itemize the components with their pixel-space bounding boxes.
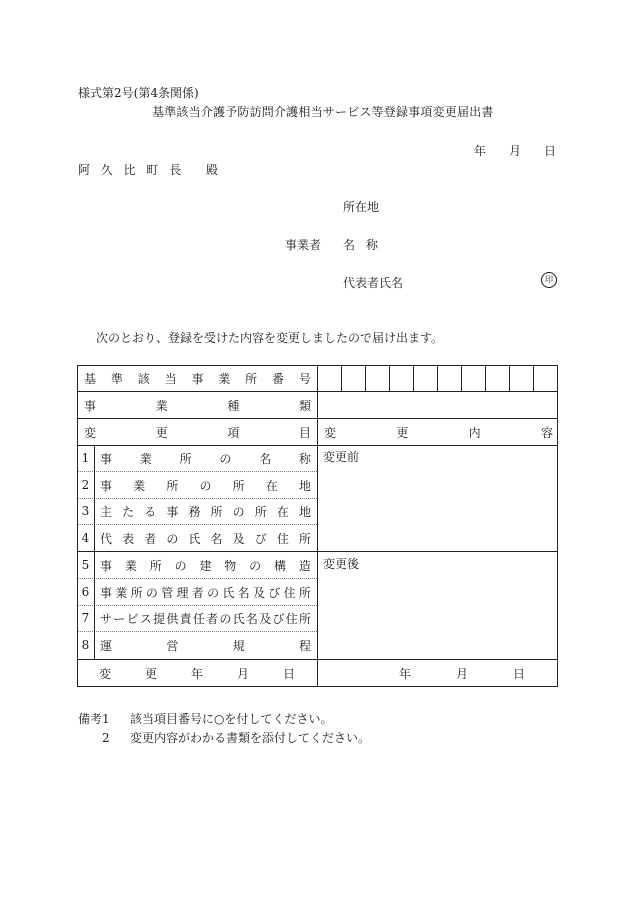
label-char: 造 [298,558,311,573]
label-char: 容 [540,425,553,440]
label-char: 任 [192,611,205,626]
label-char: 者 [206,611,219,626]
label-char: 番 [272,371,285,386]
label-char: の [207,585,220,600]
label-char: 日 [282,666,295,681]
name-char: 名 [343,238,356,252]
label-char: 在 [265,478,278,493]
label-char: び [268,585,281,600]
item-number: 3 [81,504,90,518]
label-char: 住 [285,611,298,626]
label-char: 氏 [232,611,245,626]
note-number: 2 [102,731,110,745]
label-char: の [145,585,158,600]
label-char: 該 [137,371,150,386]
change-date-label [99,660,295,686]
addressee-char: 久 [100,163,113,177]
label-char: 所 [179,451,192,466]
after-label: 変更後 [323,557,360,571]
label-char: 業 [155,398,168,413]
label-char: 管 [161,585,174,600]
label-char: 者 [191,585,204,600]
label-char: 内 [468,425,481,440]
item-number: 8 [81,638,90,652]
label-char: 年 [190,666,203,681]
item-number: 2 [81,478,90,492]
item-number: 6 [81,585,90,599]
item-label [100,552,311,578]
label-char: 準 [110,371,123,386]
office-number-label [84,365,311,391]
addressee-char: 町 [146,163,159,177]
label-char: の [219,451,232,466]
label-char: 所 [130,585,143,600]
label-char: 所 [298,531,311,546]
seal-mark: 印 [541,272,557,288]
addressee [78,161,218,178]
label-char: 類 [298,398,311,413]
label-char: 月 [236,666,249,681]
month-label: 月 [455,666,468,681]
label-char: 業 [115,585,128,600]
label-char: 地 [298,504,311,519]
location-label: 所在地 [343,200,380,214]
label-char: 業 [124,558,137,573]
label-char: 住 [283,585,296,600]
label-char: 更 [144,666,157,681]
year-label: 年 [474,144,487,158]
label-char: 理 [176,585,189,600]
label-char: 事 [100,585,113,600]
label-char: 項 [227,425,240,440]
form-number-label: 様式第2号(第4条関係) [78,86,199,100]
month-label: 月 [508,144,521,158]
item-label [100,445,311,471]
label-char: 責 [179,611,192,626]
label-char: 所 [298,611,311,626]
label-char: 氏 [222,585,235,600]
label-char: 所 [166,478,179,493]
item-number: 1 [81,451,90,465]
label-char: の [174,558,187,573]
addressee-char: 比 [123,163,136,177]
label-char: 名 [245,611,258,626]
label-char: 事 [100,478,113,493]
label-char: 変 [99,666,112,681]
business-name-label [343,236,378,253]
label-char: 事 [84,398,97,413]
label-char: 運 [100,638,113,653]
label-char: 所 [254,504,267,519]
label-char: び [272,611,285,626]
label-char: の [199,478,212,493]
label-char: 事 [191,371,204,386]
label-char: 名 [259,451,272,466]
label-char: 及 [232,531,245,546]
change-form-table [77,365,557,687]
label-char: 号 [298,371,311,386]
note-heading: 備考1 [78,712,110,726]
label-char: 変 [324,425,337,440]
label-char: 称 [298,451,311,466]
label-char: 営 [166,638,179,653]
item-label [100,472,311,498]
label-char: ビ [126,611,139,626]
label-char: 建 [199,558,212,573]
change-content-header [324,419,553,445]
business-type-label [84,392,311,418]
label-char: た [122,504,135,519]
label-char: 所 [245,371,258,386]
label-char: 所 [210,504,223,519]
label-char: 目 [298,425,311,440]
business-label: 事業者 [285,238,322,252]
addressee-char: 長 [169,163,182,177]
note-text: 変更内容がわかる書類を添付してください。 [130,731,371,745]
label-char: 基 [84,371,97,386]
item-number: 5 [81,558,90,572]
label-char: 事 [100,451,113,466]
intro-text: 次のとおり、登録を受けた内容を変更しましたので届け出ます。 [96,331,444,345]
label-char: 供 [166,611,179,626]
label-char: 種 [227,398,240,413]
label-char: 物 [224,558,237,573]
label-char: る [144,504,157,519]
label-char: 更 [155,425,168,440]
submission-date [474,142,556,159]
label-char: 及 [259,611,272,626]
label-char: 地 [298,478,311,493]
item-label [100,632,311,658]
item-label [100,525,311,551]
label-char: 住 [276,531,289,546]
change-item-header [84,419,311,445]
label-char: 変 [84,425,97,440]
item-label [100,605,311,631]
label-char: 者 [144,531,157,546]
label-char: の [166,531,179,546]
label-char: 所 [298,585,311,600]
label-char: 在 [276,504,289,519]
label-char: 所 [232,478,245,493]
name-char: 称 [365,238,378,252]
label-char: 業 [139,451,152,466]
representative-label: 代表者氏名 [343,276,404,290]
label-char: 業 [133,478,146,493]
label-char: 規 [232,638,245,653]
addressee-honorific: 殿 [205,163,218,177]
label-char: の [219,611,232,626]
year-label: 年 [399,666,412,681]
before-label: 変更前 [323,450,360,464]
label-char: 務 [188,504,201,519]
addressee-char: 阿 [78,163,91,177]
label-char: 所 [149,558,162,573]
label-char: 名 [237,585,250,600]
label-char: 当 [164,371,177,386]
label-char: 更 [396,425,409,440]
label-char: 構 [274,558,287,573]
label-char: 業 [218,371,231,386]
label-char: 提 [153,611,166,626]
label-char: ー [113,611,126,626]
item-label [100,498,311,524]
label-char: 主 [100,504,113,519]
note-2 [78,729,370,746]
label-char: 代 [100,531,113,546]
label-char: ス [139,611,152,626]
day-label: 日 [543,144,556,158]
label-char: び [254,531,267,546]
note-1 [78,710,332,727]
document-title: 基準該当介護予防訪問介護相当サービス等登録事項変更届出書 [152,105,494,119]
label-char: 表 [122,531,135,546]
label-char: 事 [166,504,179,519]
change-date-value [399,660,525,686]
item-number: 4 [81,531,90,545]
label-char: の [232,504,245,519]
label-char: 事 [100,558,113,573]
label-char: サ [100,611,113,626]
label-char: 程 [298,638,311,653]
item-label [100,579,311,605]
label-char: 及 [252,585,265,600]
note-text: 該当項目番号に○を付してください。 [130,712,333,726]
label-char: の [249,558,262,573]
label-char: 氏 [188,531,201,546]
label-char: 名 [210,531,223,546]
day-label: 日 [512,666,525,681]
item-number: 7 [81,611,90,625]
